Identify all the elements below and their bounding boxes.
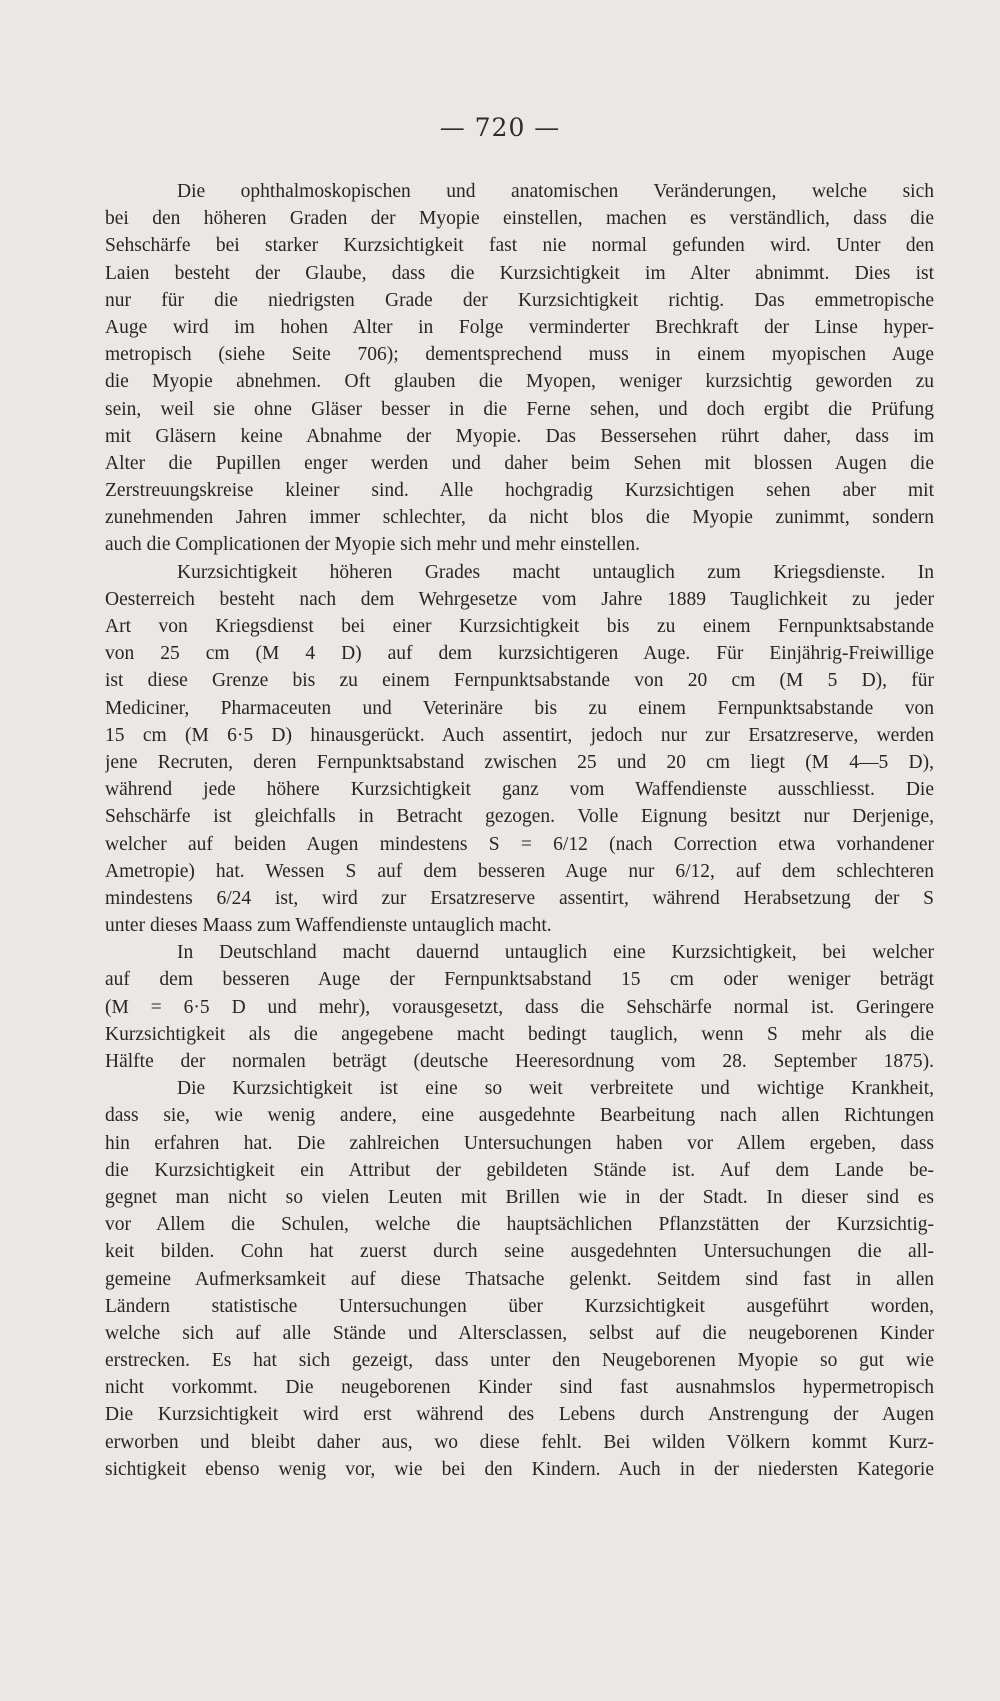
text-line: sichtigkeit ebenso wenig vor, wie bei den Kindern. Auch in der niedersten Kategorie [105,1458,934,1480]
text-line: welcher auf beiden Augen mindestens S = 6/12 (nach Correction etwa vorhandener [105,833,934,855]
text-line: mindestens 6/24 ist, wird zur Ersatzreserve assentirt, während Herabsetzung der S [105,887,934,909]
text-line: von 25 cm (M 4 D) auf dem kurzsichtigeren Auge. Für Einjährig-Freiwillige [105,643,934,665]
text-line: Art von Kriegsdienst bei einer Kurzsichtigkeit bis zu einem Fernpunktsabstande [105,616,934,637]
text-line: Kurzsichtigkeit als die angegebene macht bedingt tauglich, wenn S mehr als die [105,1023,934,1045]
text-line: dass sie, wie wenig andere, eine ausgedehnte Bearbeitung nach allen Richtungen [105,1105,934,1127]
text-line: vor Allem die Schulen, welche die hauptsächlichen Pflanzstätten der Kurzsichtig- [105,1214,934,1236]
text-line: Laien besteht der Glaube, dass die Kurzsichtigkeit im Alter abnimmt. Dies ist [105,262,934,284]
text-line: In Deutschland macht dauernd untauglich eine Kurzsichtigkeit, bei welcher [177,942,934,964]
text-line: unter dieses Maass zum Waffendienste untauglich macht. [105,915,552,937]
text-line: erstrecken. Es hat sich gezeigt, dass unter den Neugeborenen Myopie so gut wie [105,1350,934,1372]
text-line: Hälfte der normalen beträgt (deutsche Heeresordnung vom 28. September 1875). [105,1051,934,1072]
text-line: welche sich auf alle Stände und Altersclassen, selbst auf die neugeborenen Kinder [105,1322,934,1344]
text-line: auf dem besseren Auge der Fernpunktsabstand 15 cm oder weniger beträgt [105,969,934,991]
text-line: metropisch (siehe Seite 706); dementsprechend muss in einem myopischen Auge [105,344,934,366]
text-line: die Myopie abnehmen. Oft glauben die Myopen, weniger kurzsichtig geworden zu [105,371,934,393]
paragraph [105,178,934,559]
text-line: auch die Complicationen der Myopie sich mehr und mehr einstellen. [105,534,641,556]
text-line: (M = 6·5 D und mehr), vorausgesetzt, dass die Sehschärfe normal ist. Geringere [105,996,934,1018]
text-line: bei den höheren Graden der Myopie einstellen, machen es verständlich, dass die [105,208,934,230]
text-line: jene Recruten, deren Fernpunktsabstand zwischen 25 und 20 cm liegt (M 4—5 D), [105,751,934,773]
text-line: keit bilden. Cohn hat zuerst durch seine ausgedehnten Untersuchungen die all- [105,1241,934,1263]
text-line: Oesterreich besteht nach dem Wehrgesetze vom Jahre 1889 Tauglichkeit zu jeder [105,588,934,610]
text-line: Zerstreuungskreise kleiner sind. Alle hochgradig Kurzsichtigen sehen aber mit [105,480,934,502]
page-number: — 720 — [439,113,561,142]
text-line: während jede höhere Kurzsichtigkeit ganz vom Waffendienste ausschliesst. Die [105,779,934,801]
text-line: gemeine Aufmerksamkeit auf diese Thatsache gelenkt. Seitdem sind fast in allen [105,1268,934,1290]
body-text [105,178,934,1483]
text-line: Sehschärfe ist gleichfalls in Betracht gezogen. Volle Eignung besitzt nur Derjenige, [105,806,934,828]
text-line: mit Gläsern keine Abnahme der Myopie. Das Bessersehen rührt daher, dass im [105,425,934,447]
text-line: ist diese Grenze bis zu einem Fernpunktsabstande von 20 cm (M 5 D), für [105,670,934,692]
paragraph [105,1075,934,1483]
text-line: 15 cm (M 6·5 D) hinausgerückt. Auch assentirt, jedoch nur zur Ersatzreserve, werden [105,724,934,746]
text-line: nur für die niedrigsten Grade der Kurzsichtigkeit richtig. Das emmetropische [105,289,934,311]
text-line: Kurzsichtigkeit höheren Grades macht untauglich zum Kriegsdienste. In [177,561,934,583]
text-line: sein, weil sie ohne Gläser besser in die Ferne sehen, und doch ergibt die Prüfung [105,398,934,420]
text-line: Ametropie) hat. Wessen S auf dem besseren Auge nur 6/12, auf dem schlechteren [105,860,934,882]
text-line: gegnet man nicht so vielen Leuten mit Brillen wie in der Stadt. In dieser sind es [105,1186,934,1208]
text-line: zunehmenden Jahren immer schlechter, da nicht blos die Myopie zunimmt, sondern [105,507,934,529]
text-line: Ländern statistische Untersuchungen über Kurzsichtigkeit ausgeführt worden, [105,1295,934,1317]
text-line: erworben und bleibt daher aus, wo diese fehlt. Bei wilden Völkern kommt Kurz- [105,1431,934,1453]
text-line: Mediciner, Pharmaceuten und Veterinäre bis zu einem Fernpunktsabstande von [105,697,934,719]
text-line: Auge wird im hohen Alter in Folge verminderter Brechkraft der Linse hyper- [105,316,934,338]
paragraph [105,939,934,1075]
text-line: die Kurzsichtigkeit ein Attribut der gebildeten Stände ist. Auf dem Lande be- [105,1159,934,1181]
paragraph [105,559,934,940]
text-line: nicht vorkommt. Die neugeborenen Kinder sind fast ausnahmslos hypermetropisch [105,1377,934,1399]
text-line: Die Kurzsichtigkeit wird erst während des Lebens durch Anstrengung der Augen [105,1404,934,1426]
text-line: Die ophthalmoskopischen und anatomischen Veränderungen, welche sich [177,181,934,202]
text-line: Die Kurzsichtigkeit ist eine so weit verbreitete und wichtige Krankheit, [177,1078,934,1100]
text-line: Sehschärfe bei starker Kurzsichtigkeit fast nie normal gefunden wird. Unter den [105,235,934,257]
text-line: hin erfahren hat. Die zahlreichen Untersuchungen haben vor Allem ergeben, dass [105,1132,934,1154]
text-line: Alter die Pupillen enger werden und daher beim Sehen mit blossen Augen die [105,452,934,474]
